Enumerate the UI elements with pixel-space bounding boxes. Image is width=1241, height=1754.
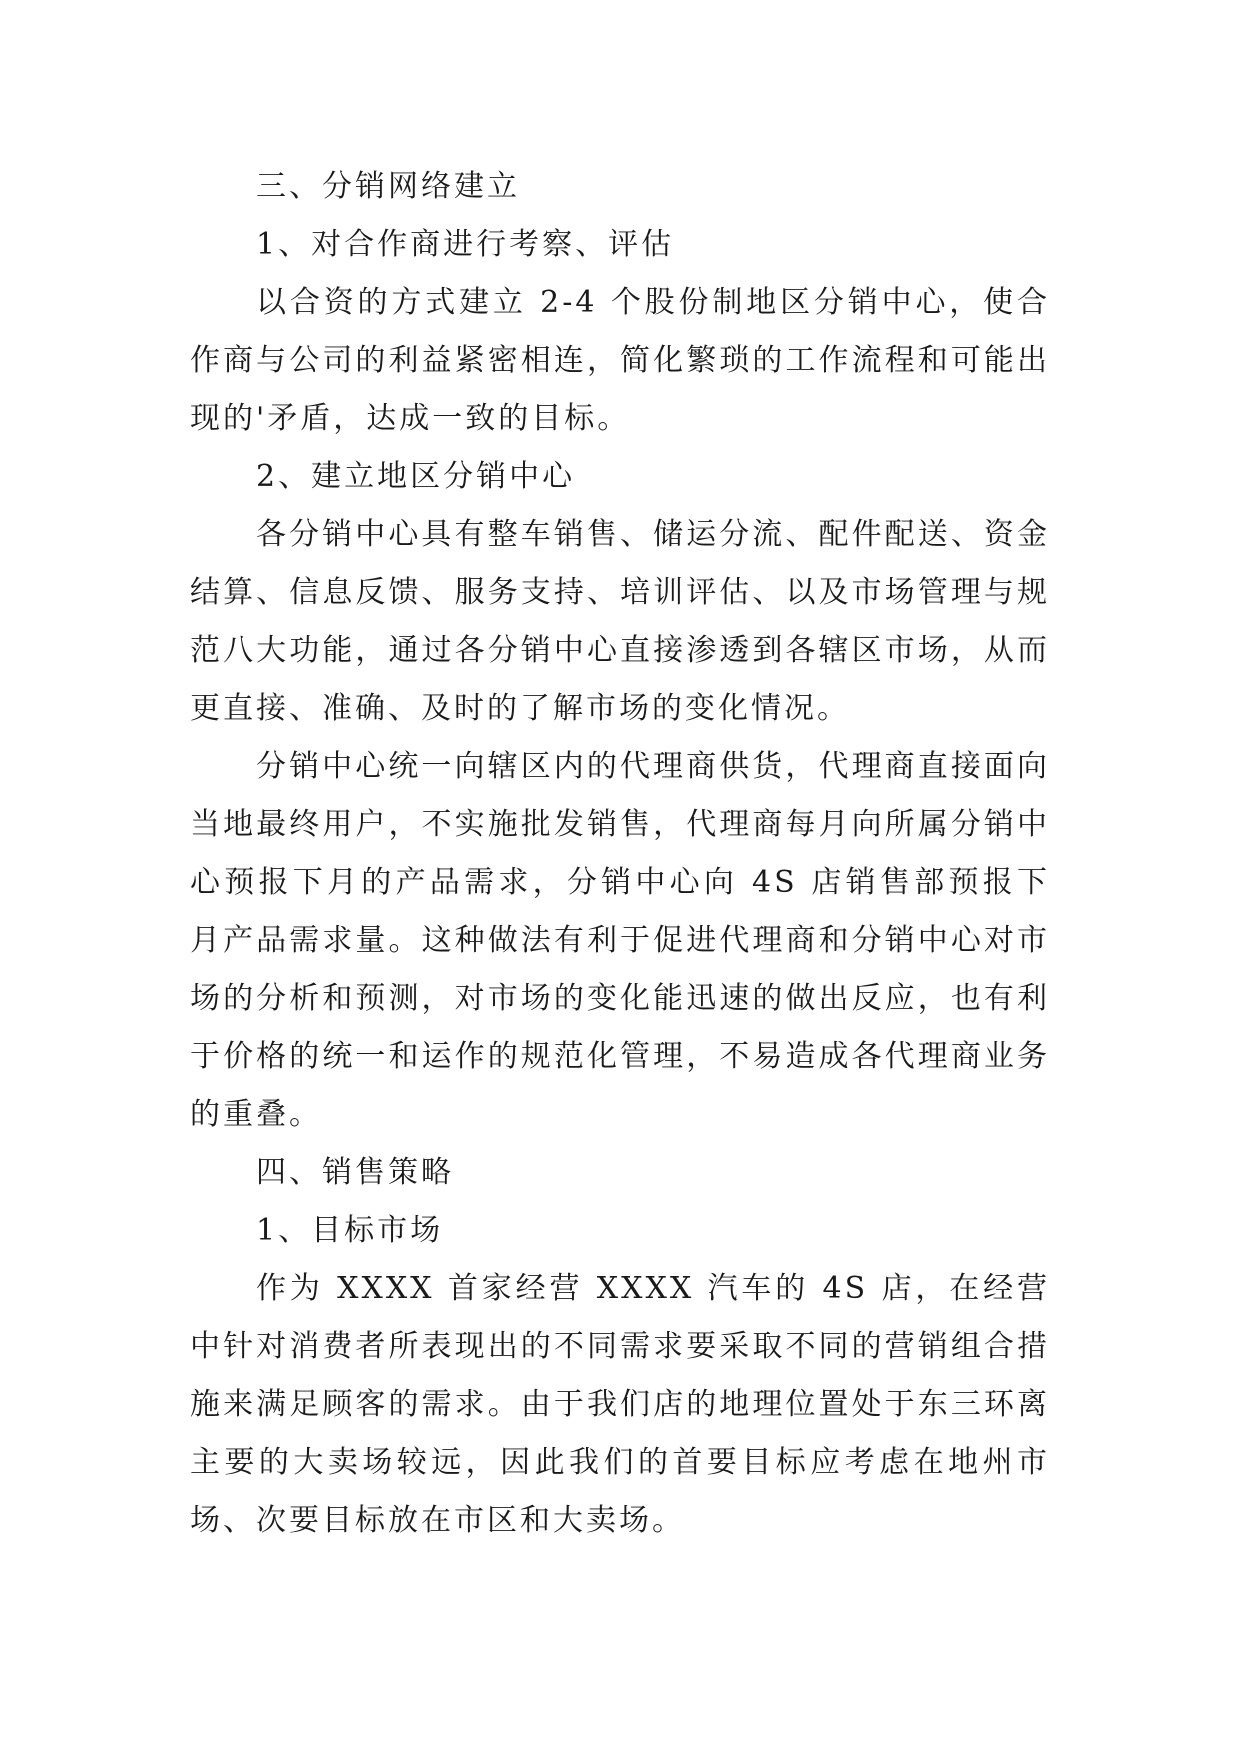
subheading-target-market: 1、目标市场 <box>256 1213 444 1248</box>
paragraph-center-functions: 各分销中心具有整车销售、储运分流、配件配送、资金结算、信息反馈、服务支持、培训评估、以及市场管理与规范八大功能，通过各分销中心直接渗透到各辖区市场，从而更直接、准确、及时的了解市场的变化情况。 <box>190 517 1050 726</box>
paragraph-joint-venture: 以合资的方式建立 2-4 个股份制地区分销中心，使合作商与公司的利益紧密相连，简化繁琐的工作流程和可能出现的'矛盾，达成一致的目标。 <box>190 285 1050 436</box>
section-heading-sales-strategy: 四、销售策略 <box>256 1155 454 1190</box>
paragraph-supply-process: 分销中心统一向辖区内的代理商供货，代理商直接面向当地最终用户，不实施批发销售，代理商每月向所属分销中心预报下月的产品需求，分销中心向 4S 店销售部预报下月产品需求量。这种做法有利于促进代理商和分销中心对市场的分析和预测，对市场的变化能迅速的做出反应，也有利于价格的统一和运作的规范化管理，不易造成各代理商业务的重叠。 <box>190 749 1050 1132</box>
paragraph-target-market: 作为 XXXX 首家经营 XXXX 汽车的 4S 店，在经营中针对消费者所表现出的不同需求要采取不同的营销组合措施来满足顾客的需求。由于我们店的地理位置处于东三环离主要的大卖场较远，因此我们的首要目标应考虑在地州市场、次要目标放在市区和大卖场。 <box>190 1271 1050 1538</box>
subheading-partner-evaluation: 1、对合作商进行考察、评估 <box>256 227 675 262</box>
section-heading-distribution-network: 三、分销网络建立 <box>256 169 520 204</box>
document-body <box>190 158 1050 1550</box>
subheading-regional-center: 2、建立地区分销中心 <box>256 459 576 494</box>
